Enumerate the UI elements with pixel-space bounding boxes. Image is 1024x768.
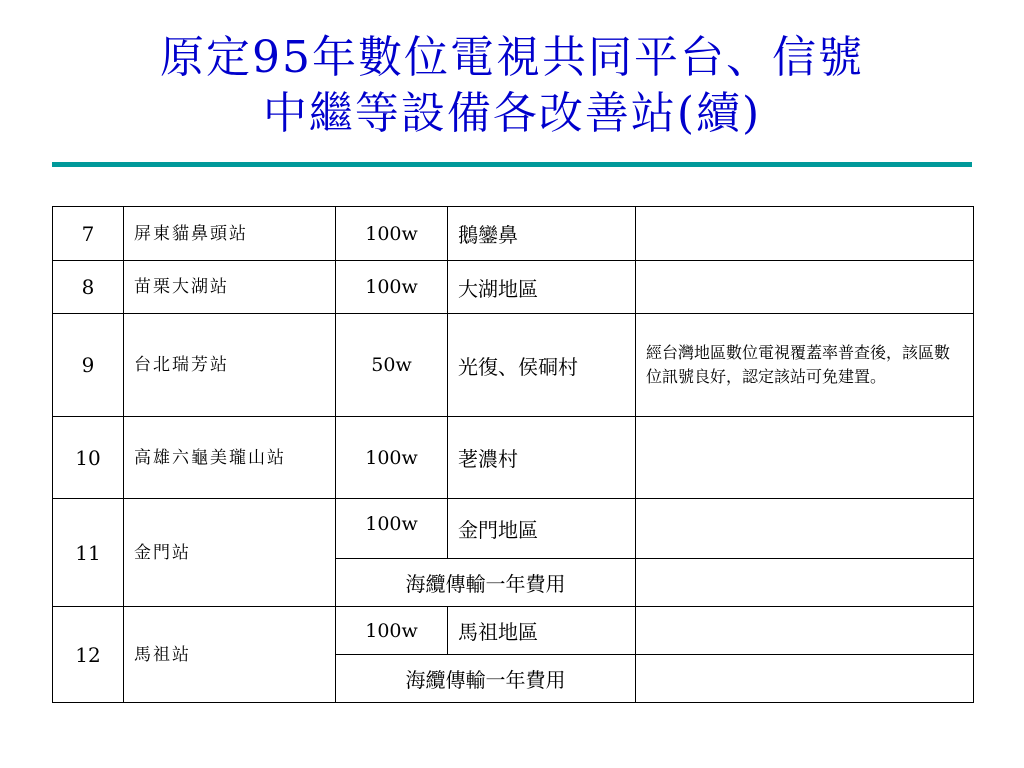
power-value: 100w [336, 417, 448, 499]
title-divider [52, 162, 972, 167]
cable-fee-item: 海纜傳輸一年費用 [336, 655, 636, 703]
remark [636, 559, 974, 607]
power-value: 100w [336, 499, 448, 559]
table-row [53, 314, 974, 417]
coverage-area: 光復、侯硐村 [448, 314, 636, 417]
station-name: 屏東貓鼻頭站 [124, 207, 336, 261]
table-row [53, 261, 974, 314]
power-value: 50w [336, 314, 448, 417]
row-number: 7 [53, 207, 124, 261]
coverage-area: 荖濃村 [448, 417, 636, 499]
table-row [53, 417, 974, 499]
station-name: 台北瑞芳站 [124, 314, 336, 417]
remark [636, 261, 974, 314]
slide-title [40, 30, 984, 142]
remark [636, 499, 974, 559]
power-value: 100w [336, 607, 448, 655]
cable-fee-item: 海纜傳輸一年費用 [336, 559, 636, 607]
table-row [53, 607, 974, 655]
row-number: 11 [53, 499, 124, 607]
slide-title-line-2: 中繼等設備各改善站(續) [262, 88, 762, 139]
slide-title-line-1: 原定95年數位電視共同平台、信號 [160, 32, 864, 83]
station-name: 苗栗大湖站 [124, 261, 336, 314]
station-table [52, 206, 974, 703]
table-row [53, 499, 974, 559]
table-row [53, 207, 974, 261]
remark: 經台灣地區數位電視覆蓋率普查後，該區數位訊號良好，認定該站可免建置。 [636, 314, 974, 417]
row-number: 8 [53, 261, 124, 314]
station-name: 金門站 [124, 499, 336, 607]
remark [636, 417, 974, 499]
remark [636, 655, 974, 703]
row-number: 12 [53, 607, 124, 703]
coverage-area: 金門地區 [448, 499, 636, 559]
row-number: 10 [53, 417, 124, 499]
station-name: 高雄六龜美瓏山站 [124, 417, 336, 499]
row-number: 9 [53, 314, 124, 417]
remark [636, 207, 974, 261]
remark [636, 607, 974, 655]
power-value: 100w [336, 261, 448, 314]
coverage-area: 鵝鑾鼻 [448, 207, 636, 261]
coverage-area: 大湖地區 [448, 261, 636, 314]
power-value: 100w [336, 207, 448, 261]
coverage-area: 馬祖地區 [448, 607, 636, 655]
station-name: 馬祖站 [124, 607, 336, 703]
